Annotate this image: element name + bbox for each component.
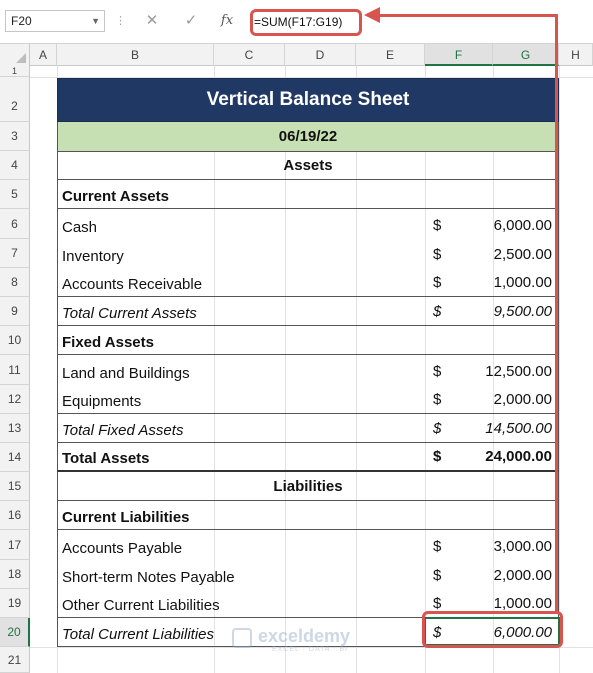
chevron-down-icon[interactable]: ▼ <box>91 16 100 26</box>
row-amount: 1,000.00 <box>493 595 552 612</box>
row-header-12[interactable]: 12 <box>0 385 30 414</box>
column-header-d[interactable]: D <box>285 44 356 66</box>
sheet-date: 06/19/22 <box>57 122 559 151</box>
row-label: Total Current Liabilities <box>62 626 215 643</box>
annotation-line <box>378 14 558 17</box>
row-header-9[interactable]: 9 <box>0 297 30 326</box>
currency-symbol: $ <box>433 624 442 641</box>
currency-symbol: $ <box>433 274 442 291</box>
currency-symbol: $ <box>433 217 442 234</box>
column-header-e[interactable]: E <box>356 44 425 66</box>
row-label: Total Assets <box>62 450 150 467</box>
table-row <box>57 385 559 414</box>
assets-header: Assets <box>283 157 333 174</box>
row-header-16[interactable]: 16 <box>0 501 30 530</box>
row-amount: 2,500.00 <box>493 246 552 263</box>
row-header-14[interactable]: 14 <box>0 443 30 472</box>
currency-symbol: $ <box>433 448 442 465</box>
watermark <box>232 626 372 656</box>
row-header-11[interactable]: 11 <box>0 355 30 385</box>
name-box-value: F20 <box>11 14 32 28</box>
row-label: Cash <box>62 219 98 236</box>
row-label: Accounts Receivable <box>62 276 203 293</box>
cancel-icon[interactable]: ✕ <box>145 12 159 29</box>
table-row <box>57 239 559 268</box>
assets-header-row <box>57 151 559 180</box>
watermark-name: exceldemy <box>258 626 351 646</box>
table-row <box>57 530 559 560</box>
name-box[interactable] <box>5 10 105 32</box>
row-header-4[interactable]: 4 <box>0 151 30 180</box>
exceldemy-logo-icon <box>232 628 252 648</box>
select-all-button[interactable] <box>0 44 30 66</box>
row-header-19[interactable]: 19 <box>0 589 30 618</box>
row-header-17[interactable]: 17 <box>0 530 30 560</box>
table-row <box>57 209 559 239</box>
column-header-h[interactable]: H <box>559 44 593 66</box>
enter-icon[interactable]: ✓ <box>184 12 198 29</box>
currency-symbol: $ <box>433 391 442 408</box>
row-header-7[interactable]: 7 <box>0 239 30 268</box>
currency-symbol: $ <box>433 567 442 584</box>
row-amount: 1,000.00 <box>493 274 552 291</box>
current-liabilities-header: Current Liabilities <box>62 509 190 526</box>
fixed-assets-header-row <box>57 326 559 355</box>
row-header-21[interactable]: 21 <box>0 647 30 673</box>
fixed-assets-header: Fixed Assets <box>62 334 154 351</box>
drag-handle-icon[interactable]: ⋮ <box>115 15 126 27</box>
table-row <box>57 560 559 589</box>
current-assets-header-row <box>57 180 559 209</box>
liabilities-header-row <box>57 472 559 501</box>
row-label: Other Current Liabilities <box>62 597 220 614</box>
column-header-f[interactable]: F <box>425 44 493 66</box>
row-header-2[interactable]: 2 <box>0 77 30 122</box>
row-header-1[interactable]: 1 <box>0 66 30 77</box>
gridline <box>559 66 560 673</box>
row-amount: 2,000.00 <box>493 567 552 584</box>
row-header-5[interactable]: 5 <box>0 180 30 209</box>
currency-symbol: $ <box>433 420 442 437</box>
currency-symbol: $ <box>433 538 442 555</box>
row-header-3[interactable]: 3 <box>0 122 30 151</box>
column-headers <box>0 44 593 66</box>
column-header-g[interactable]: G <box>493 44 559 66</box>
row-header-6[interactable]: 6 <box>0 209 30 239</box>
grand-total-row <box>57 443 559 472</box>
total-row <box>57 414 559 443</box>
result-highlight-box <box>422 611 563 648</box>
currency-symbol: $ <box>433 363 442 380</box>
currency-symbol: $ <box>433 595 442 612</box>
liabilities-header: Liabilities <box>273 478 343 495</box>
row-label: Total Fixed Assets <box>62 422 184 439</box>
column-header-a[interactable]: A <box>30 44 57 66</box>
row-header-10[interactable]: 10 <box>0 326 30 355</box>
watermark-tagline: EXCEL · DATA · BI <box>272 646 348 653</box>
row-header-15[interactable]: 15 <box>0 472 30 501</box>
row-label: Land and Buildings <box>62 365 190 382</box>
total-row <box>57 297 559 326</box>
current-liabilities-header-row <box>57 501 559 530</box>
row-label: Total Current Assets <box>62 305 197 322</box>
row-label: Accounts Payable <box>62 540 183 557</box>
row-amount: 2,000.00 <box>493 391 552 408</box>
row-amount: 3,000.00 <box>493 538 552 555</box>
table-row <box>57 355 559 385</box>
row-amount: 9,500.00 <box>493 303 552 320</box>
row-header-8[interactable]: 8 <box>0 268 30 297</box>
row-label: Short-term Notes Payable <box>62 569 235 586</box>
row-header-13[interactable]: 13 <box>0 414 30 443</box>
formula-highlight-box <box>250 9 362 36</box>
annotation-line <box>555 14 558 614</box>
row-header-20[interactable]: 20 <box>0 618 30 647</box>
formula-input[interactable]: =SUM(F17:G19) <box>254 15 343 29</box>
row-amount: 6,000.00 <box>493 217 552 234</box>
arrow-left-icon <box>364 7 380 23</box>
table-row <box>57 268 559 297</box>
row-header-18[interactable]: 18 <box>0 560 30 589</box>
row-amount: 12,500.00 <box>485 363 552 380</box>
current-assets-header: Current Assets <box>62 188 169 205</box>
sheet-title: Vertical Balance Sheet <box>57 78 559 122</box>
currency-symbol: $ <box>433 246 442 263</box>
row-amount: 14,500.00 <box>485 420 552 437</box>
insert-function-icon[interactable]: fx <box>220 13 234 28</box>
row-label: Equipments <box>62 393 142 410</box>
row-label: Inventory <box>62 248 124 265</box>
column-header-c[interactable]: C <box>214 44 285 66</box>
column-header-b[interactable]: B <box>57 44 214 66</box>
row-amount: 6,000.00 <box>493 624 552 641</box>
currency-symbol: $ <box>433 303 442 320</box>
row-amount: 24,000.00 <box>485 448 552 465</box>
